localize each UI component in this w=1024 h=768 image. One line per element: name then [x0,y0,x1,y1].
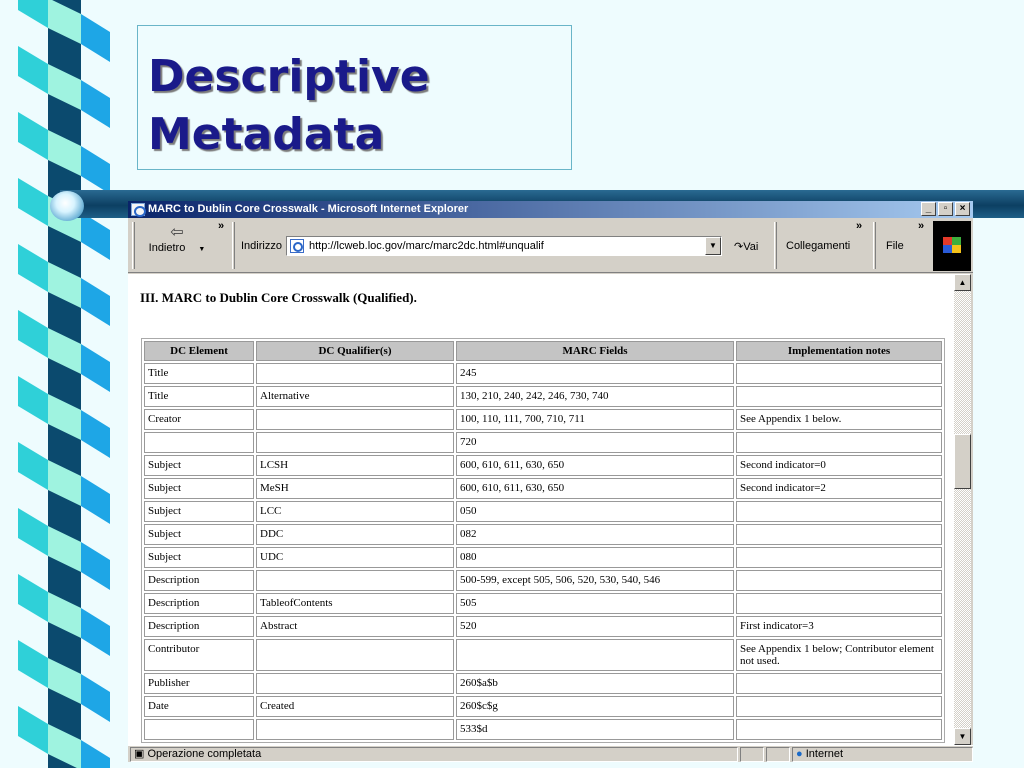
table-cell: See Appendix 1 below. [736,409,942,430]
table-cell: 080 [456,547,734,568]
ribbon-segment [81,278,110,326]
table-cell [736,432,942,453]
toolbar-grip[interactable] [232,222,235,269]
table-cell: Abstract [256,616,454,637]
table-cell: Description [144,570,254,591]
toolbar-grip[interactable] [132,222,135,269]
globe-icon: ● [796,748,803,760]
ribbon-segment [18,310,48,358]
go-arrow-icon: ↷ [734,241,744,253]
status-cell [766,747,790,762]
window-title: MARC to Dublin Core Crosswalk - Microsoft Internet Explorer [148,203,469,215]
ribbon-segment [18,376,48,424]
toolbar-grip[interactable] [774,222,777,269]
table-row [144,616,942,637]
table-cell: 600, 610, 611, 630, 650 [456,478,734,499]
table-cell: Description [144,616,254,637]
ribbon-segment [81,740,110,768]
table-row [144,719,942,740]
table-cell: LCC [256,501,454,522]
table-cell [736,673,942,694]
column-header: Implementation notes [736,341,942,361]
table-row [144,570,942,591]
table-cell: Subject [144,455,254,476]
table-cell [456,639,734,671]
go-button[interactable] [734,240,758,253]
table-cell [256,719,454,740]
table-cell [144,719,254,740]
chevron-icon[interactable]: » [918,220,925,232]
ribbon-segment [18,640,48,688]
column-header: DC Element [144,341,254,361]
table-cell [144,432,254,453]
window-titlebar[interactable] [128,201,973,218]
table-cell: 533$d [456,719,734,740]
ribbon-segment [81,212,110,260]
ribbon-segment [81,542,110,590]
slide-title-box [137,25,572,170]
table-cell: LCSH [256,455,454,476]
ie-icon [131,203,145,216]
browser-window [128,201,973,762]
table-row [144,524,942,545]
slide-title-line2: Metadata [148,109,385,160]
file-menu[interactable]: File [886,240,904,252]
table-cell: Title [144,386,254,407]
table-cell [256,570,454,591]
table-row [144,696,942,717]
table-cell: Created [256,696,454,717]
table-cell [256,673,454,694]
table-cell: 260$a$b [456,673,734,694]
zone-cell [792,747,973,762]
ribbon-segment [18,112,48,160]
address-label: Indirizzo [241,240,282,252]
table-cell: Publisher [144,673,254,694]
table-cell: Title [144,363,254,384]
table-header-row [144,341,942,361]
column-header: DC Qualifier(s) [256,341,454,361]
table-cell: 600, 610, 611, 630, 650 [456,455,734,476]
address-dropdown-icon[interactable]: ▼ [705,237,721,255]
table-cell: 720 [456,432,734,453]
crosswalk-table [141,338,945,743]
table-cell: 130, 210, 240, 242, 246, 730, 740 [456,386,734,407]
table-cell [736,719,942,740]
table-cell: 520 [456,616,734,637]
table-cell: MeSH [256,478,454,499]
ribbon-segment [81,608,110,656]
column-header: MARC Fields [456,341,734,361]
ribbon-segment [18,442,48,490]
decorative-orb [50,191,84,221]
table-cell: 050 [456,501,734,522]
table-row [144,501,942,522]
table-cell [736,696,942,717]
table-cell: Subject [144,478,254,499]
table-row [144,409,942,430]
status-bar [128,745,973,762]
scroll-down-button[interactable]: ▼ [954,728,971,745]
chevron-icon[interactable]: » [218,220,225,232]
ribbon-segment [81,344,110,392]
table-cell: 505 [456,593,734,614]
table-cell: 260$c$g [456,696,734,717]
status-cell [740,747,764,762]
table-cell: First indicator=3 [736,616,942,637]
table-cell: Creator [144,409,254,430]
table-cell: DDC [256,524,454,545]
back-label: Indietro [148,242,186,254]
scroll-thumb[interactable] [954,434,971,489]
minimize-button[interactable]: _ [921,202,936,216]
back-arrow-icon: ⇦ [170,224,184,241]
table-cell: See Appendix 1 below; Contributor element not used. [736,639,942,671]
ribbon-segment [18,706,48,754]
windows-logo-icon [933,221,971,271]
ribbon-segment [18,508,48,556]
table-cell: UDC [256,547,454,568]
table-cell [256,363,454,384]
table-cell: Description [144,593,254,614]
slide-title [148,48,430,164]
table-row [144,455,942,476]
slide-title-line1: Descriptive [148,51,430,102]
page-heading: III. MARC to Dublin Core Crosswalk (Qualified). [140,290,417,305]
table-cell [256,432,454,453]
table-row [144,593,942,614]
ribbon-segment [81,674,110,722]
table-cell: TableofContents [256,593,454,614]
ribbon-segment [81,476,110,524]
table-row [144,639,942,671]
ribbon-segment [18,0,48,28]
ribbon-segment [18,178,48,226]
table-cell [736,386,942,407]
table-row [144,432,942,453]
chevron-icon[interactable]: » [856,220,863,232]
table-cell: 082 [456,524,734,545]
scroll-up-button[interactable]: ▲ [954,274,971,291]
table-cell [736,363,942,384]
zone-text: Internet [805,748,844,760]
page-icon [290,239,304,253]
table-cell [736,524,942,545]
ribbon-segment [81,410,110,458]
ribbon-segment [18,46,48,94]
table-cell: Second indicator=0 [736,455,942,476]
address-value: http://lcweb.loc.gov/marc/marc2dc.html#unqualif [309,240,544,252]
page-content [128,274,954,745]
back-button[interactable] [142,224,212,264]
table-row [144,547,942,568]
status-text-cell [130,747,738,762]
toolbar [128,218,973,273]
ribbon-segment [18,574,48,622]
back-dropdown-icon[interactable]: ▼ [198,246,206,253]
table-cell [736,501,942,522]
decorative-ribbon [0,0,115,768]
table-cell: 100, 110, 111, 700, 710, 711 [456,409,734,430]
table-cell [736,570,942,591]
status-text: Operazione completata [147,748,262,760]
ribbon-segment [18,244,48,292]
table-cell: Subject [144,524,254,545]
table-row [144,363,942,384]
table-row [144,386,942,407]
table-cell [736,593,942,614]
ribbon-segment [81,14,110,62]
restore-button[interactable]: ▫ [938,202,953,216]
table-cell [256,639,454,671]
table-row [144,478,942,499]
table-cell: Second indicator=2 [736,478,942,499]
table-cell: 245 [456,363,734,384]
vertical-scrollbar[interactable] [954,274,971,745]
table-row [144,673,942,694]
address-input[interactable] [286,236,722,256]
table-cell: Contributor [144,639,254,671]
table-cell: 500-599, except 505, 506, 520, 530, 540, 546 [456,570,734,591]
table-cell: Subject [144,547,254,568]
ribbon-segment [81,146,110,194]
table-cell [736,547,942,568]
table-cell: Subject [144,501,254,522]
go-label: Vai [743,241,759,253]
toolbar-grip[interactable] [873,222,876,269]
table-cell [256,409,454,430]
close-button[interactable]: × [955,202,970,216]
table-cell: Date [144,696,254,717]
page-done-icon: ▣ [134,748,145,760]
ribbon-segment [81,80,110,128]
links-button[interactable]: Collegamenti [786,240,851,252]
table-cell: Alternative [256,386,454,407]
